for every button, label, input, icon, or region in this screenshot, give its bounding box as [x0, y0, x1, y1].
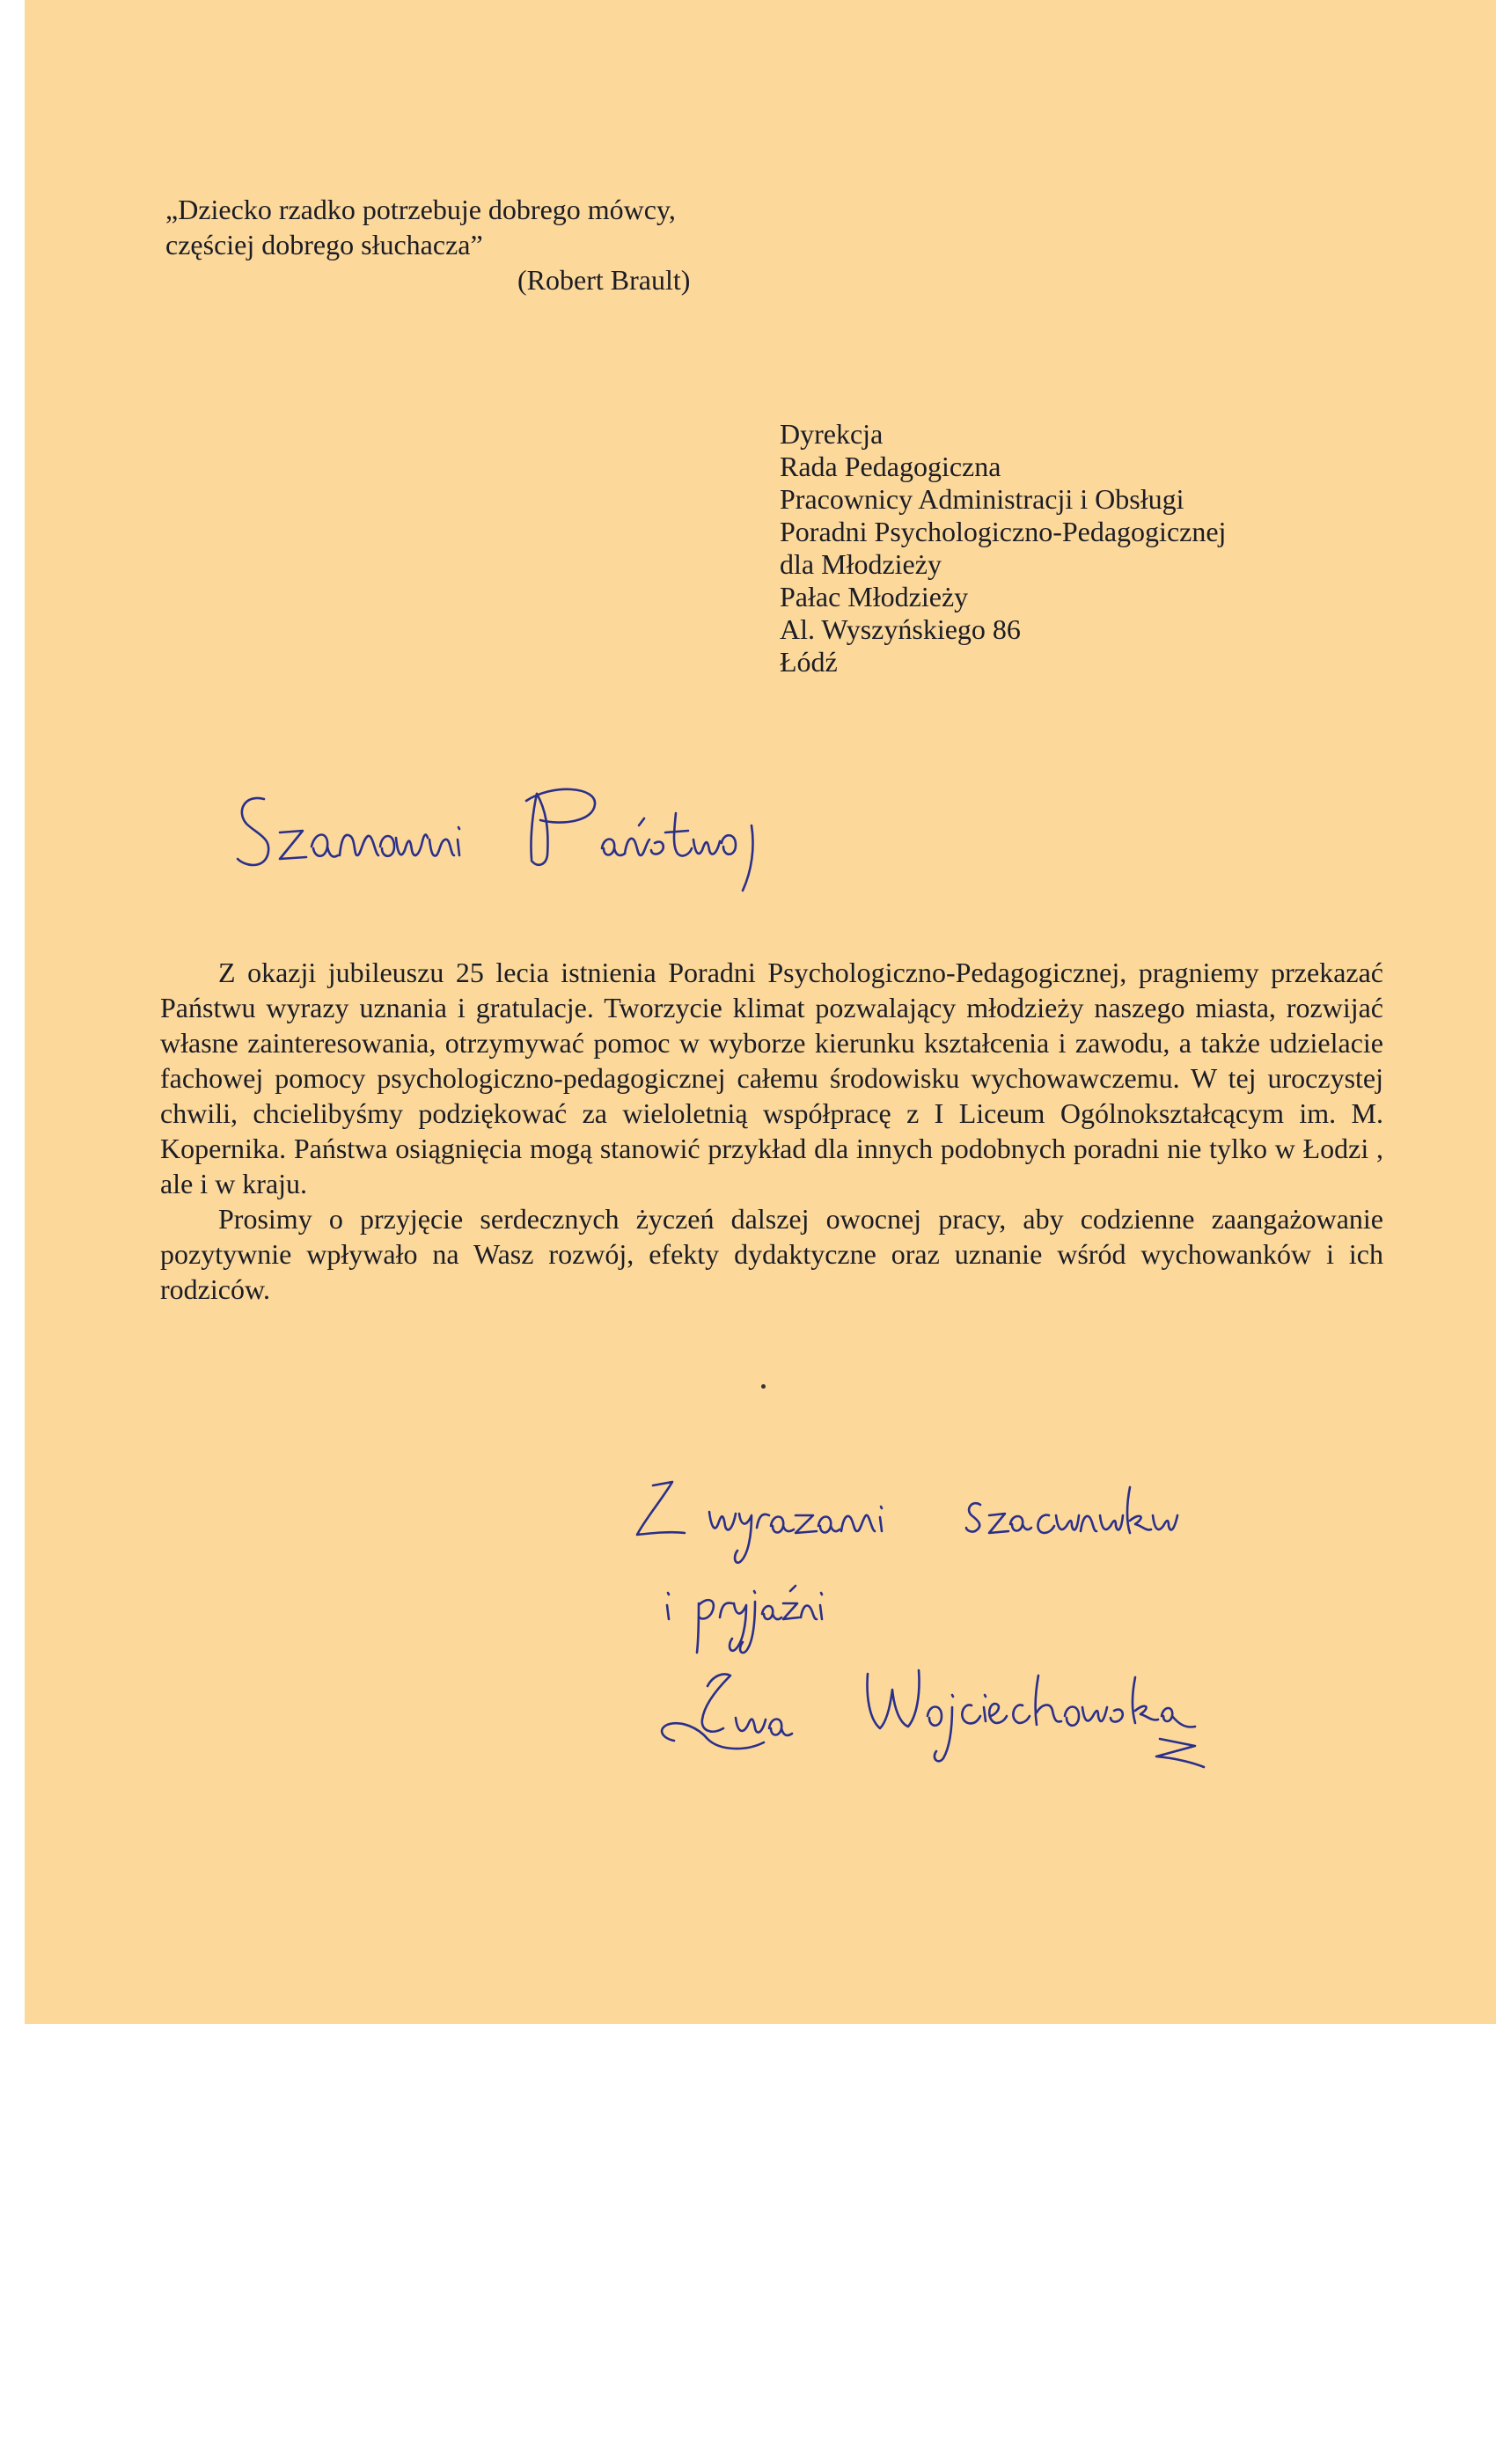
recipient-address — [780, 418, 1343, 678]
address-line: Łódź — [780, 646, 838, 678]
epigraph-quote — [165, 192, 869, 297]
address-line: Dyrekcja — [780, 418, 884, 450]
quote-line-1: „Dziecko rzadko potrzebuje dobrego mówcy, — [165, 194, 676, 225]
body-paragraph-1: Z okazji jubileuszu 25 lecia istnienia Poradni Psychologiczno-Pedagogicznej, pragniemy przekazać Państwu wyrazy uznania i gratulacje. Tworzycie klimat pozwalający młodzieży naszego miasta, rozwijać własne zainteresowania, otrzymywać pomoc w wyborze kierunku kształcenia i zawodu, a także udzielacie fachowej pomocy psychologiczno-pedagogicznej całemu środowisku wychowawczemu. W tej uroczystej chwili, chcielibyśmy podziękować za wieloletnią współpracę z I Liceum Ogólnokształcącym im. M. Kopernika. Państwa osiągnięcia mogą stanowić przykład dla innych podobnych poradni nie tylko w Łodzi , ale i w kraju. — [160, 957, 1383, 1199]
quote-line-2: częściej dobrego słuchacza” — [165, 229, 483, 260]
handwritten-signature — [632, 1654, 1336, 1848]
handwritten-salutation — [227, 774, 825, 915]
address-line: Poradni Psychologiczno-Pedagogicznej — [780, 516, 1227, 547]
address-line: Pałac Młodzieży — [780, 581, 969, 612]
letter-sheet — [25, 0, 1496, 2024]
address-line: dla Młodzieży — [780, 548, 942, 580]
quote-author: (Robert Brault) — [517, 264, 691, 296]
address-line: Rada Pedagogiczna — [780, 451, 1001, 482]
address-line: Pracownicy Administracji i Obsługi — [780, 483, 1184, 515]
letter-body — [160, 955, 1383, 1307]
handwritten-closing — [614, 1470, 1389, 1663]
body-paragraph-2: Prosimy o przyjęcie serdecznych życzeń dalszej owocnej pracy, aby codzienne zaangażowanie pozytywnie wpływało na Wasz rozwój, efekty dydaktyczne oraz uznanie wśród wychowanków i ich rodziców. — [160, 1203, 1383, 1305]
address-line: Al. Wyszyńskiego 86 — [780, 613, 1021, 645]
stray-dot — [761, 1384, 766, 1389]
